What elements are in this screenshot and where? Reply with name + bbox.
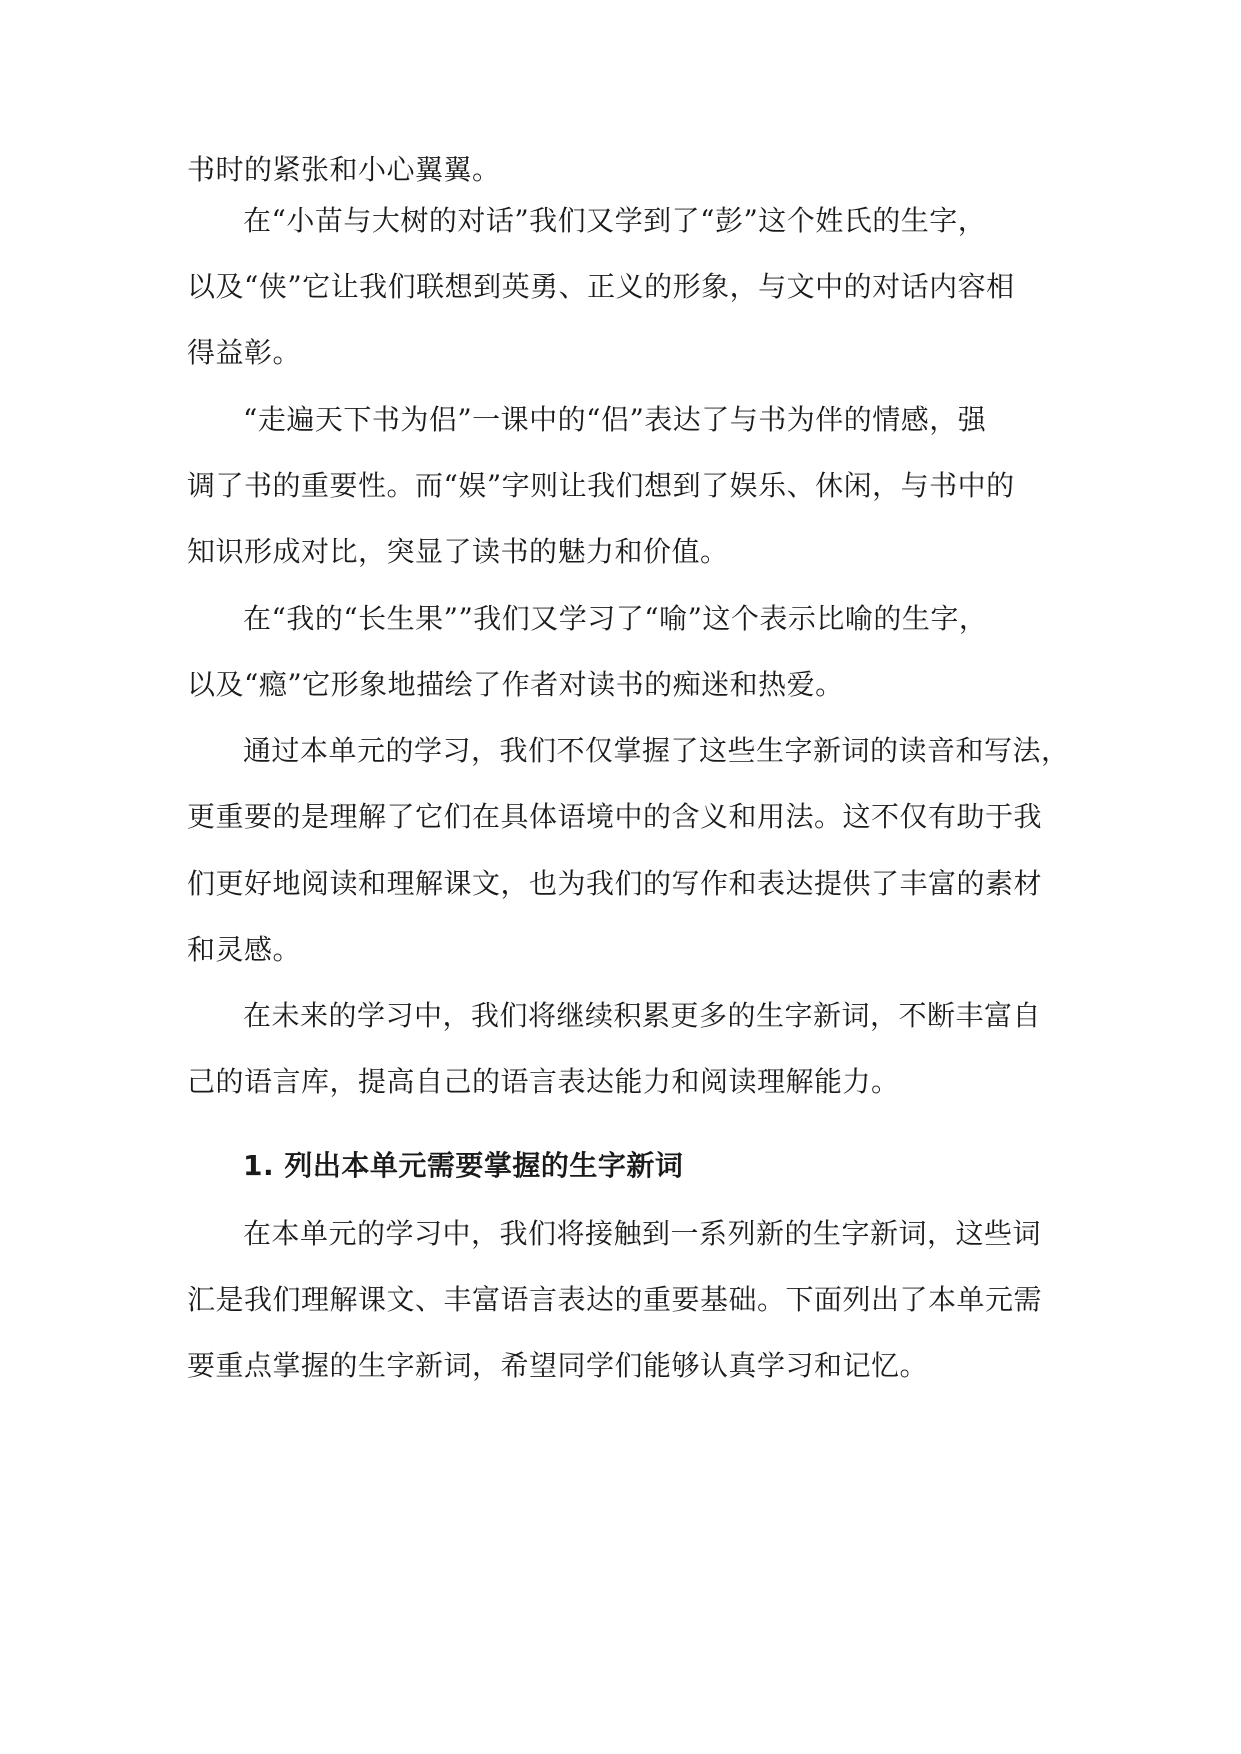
paragraph-line: 调了书的重要性。而“娱”字则让我们想到了娱乐、休闲，与书中的	[187, 469, 1015, 502]
paragraph-line: 通过本单元的学习，我们不仅掌握了这些生字新词的读音和写法，	[243, 734, 1070, 767]
paragraph-line: 知识形成对比，突显了读书的魅力和价值。	[187, 535, 729, 568]
paragraph-line: 要重点掌握的生字新词，希望同学们能够认真学习和记忆。	[187, 1349, 929, 1382]
paragraph-line: “走遍天下书为侣”一课中的“侣”表达了与书为伴的情感，强	[243, 403, 987, 436]
paragraph-line: 更重要的是理解了它们在具体语境中的含义和用法。这不仅有助于我	[187, 800, 1043, 833]
section-heading: 1. 列出本单元需要掌握的生字新词	[243, 1149, 684, 1182]
paragraph-line: 在“我的“长生果””我们又学习了“喻”这个表示比喻的生字，	[243, 602, 988, 635]
paragraph-line: 在本单元的学习中，我们将接触到一系列新的生字新词，这些词	[243, 1217, 1042, 1250]
paragraph-line: 们更好地阅读和理解课文，也为我们的写作和表达提供了丰富的素材	[187, 867, 1043, 900]
paragraph-line: 汇是我们理解课文、丰富语言表达的重要基础。下面列出了本单元需	[187, 1283, 1043, 1316]
paragraph-line: 己的语言库，提高自己的语言表达能力和阅读理解能力。	[187, 1065, 900, 1098]
paragraph-line: 在未来的学习中，我们将继续积累更多的生字新词，不断丰富自	[243, 999, 1042, 1032]
paragraph-line: 得益彰。	[187, 336, 302, 369]
paragraph-line: 以及“侠”它让我们联想到英勇、正义的形象，与文中的对话内容相	[187, 270, 1015, 303]
paragraph-line: 和灵感。	[187, 933, 302, 966]
paragraph-line: 书时的紧张和小心翼翼。	[187, 153, 501, 186]
paragraph-line: 以及“瘾”它形象地描绘了作者对读书的痴迷和热爱。	[187, 668, 844, 701]
paragraph-line: 在“小苗与大树的对话”我们又学到了“彭”这个姓氏的生字，	[243, 204, 987, 237]
